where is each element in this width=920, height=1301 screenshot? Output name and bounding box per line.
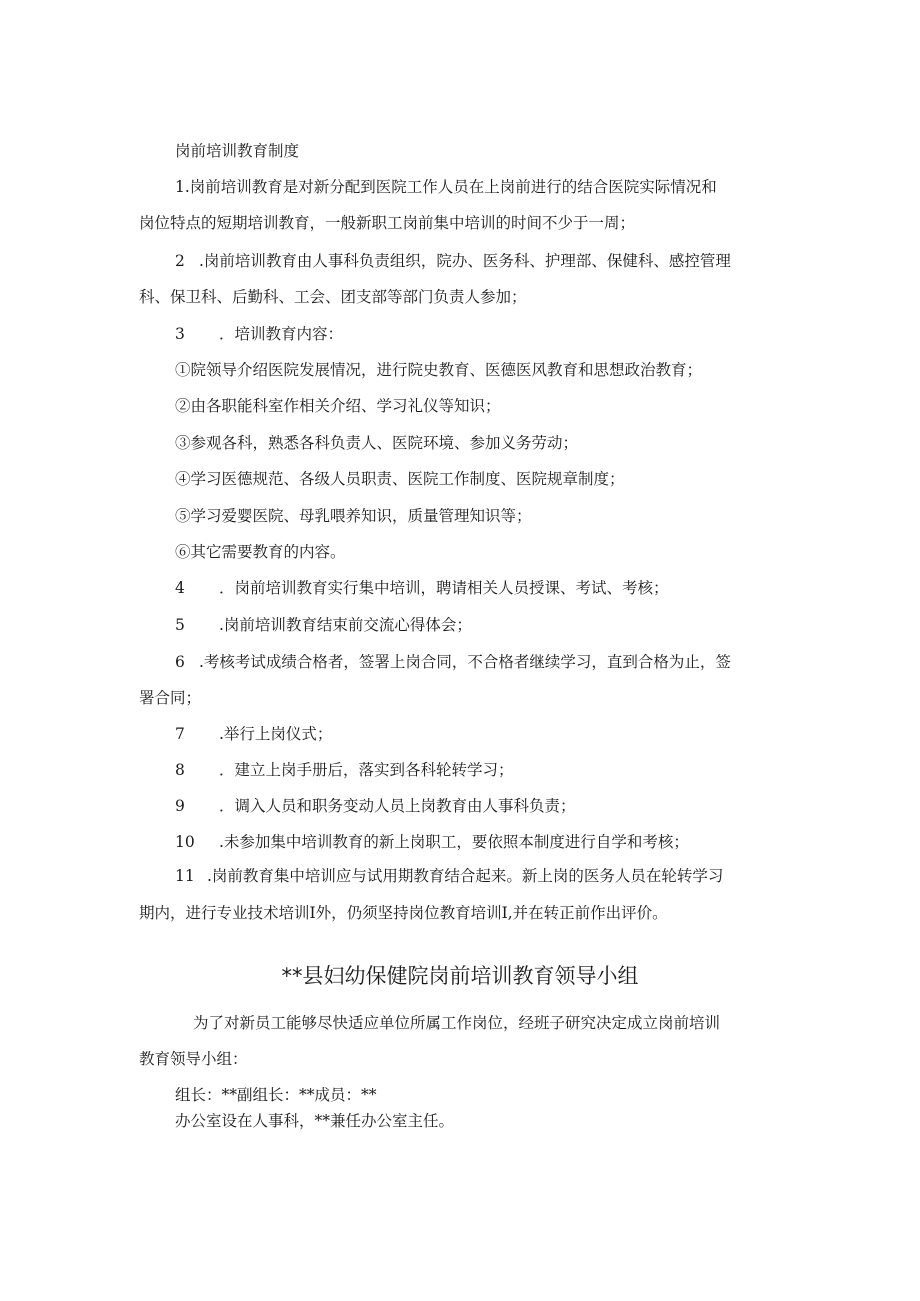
item-number: 5 — [175, 616, 185, 634]
sub-item-1: ①院领导介绍医院发展情况，进行院史教育、医德医风教育和思想政治教育； — [175, 361, 703, 379]
list-item-1-line-2: 岗位特点的短期培训教育，一般新职工岗前集中培训的时间不少于一周； — [139, 214, 636, 232]
list-item-1-line-1: 1.岗前培训教育是对新分配到医院工作人员在上岗前进行的结合医院实际情况和 — [175, 178, 717, 196]
list-item-11-line-1: 11 .岗前教育集中培训应与试用期教育结合起来。新上岗的医务人员在轮转学习 — [175, 867, 724, 885]
sub-item-2: ②由各职能科室作相关介绍、学习礼仪等知识； — [175, 397, 501, 415]
group-intro-line-1: 为了对新员工能够尽快适应单位所属工作岗位，经班子研究决定成立岗前培训 — [193, 1014, 721, 1032]
office-note: 办公室设在人事科，**兼任办公室主任。 — [175, 1112, 455, 1130]
item-number: 4 — [175, 579, 185, 597]
item-number: 1. — [175, 178, 190, 196]
item-number: 11 — [175, 867, 195, 885]
doc-title: 岗前培训教育制度 — [175, 142, 300, 160]
list-item-2-line-2: 科、保卫科、后勤科、工会、团支部等部门负责人参加； — [139, 288, 527, 306]
sub-item-5: ⑤学习爱婴医院、母乳喂养知识，质量管理知识等； — [175, 507, 532, 525]
item-number: 6 — [175, 653, 185, 671]
list-item-11-line-2: 期内，进行专业技术培训I外，仍须坚持岗位教育培训I,并在转正前作出评价。 — [139, 904, 668, 922]
sub-item-3: ③参观各科，熟悉各科负责人、医院环境、参加义务劳动； — [175, 434, 579, 452]
item-number: 9 — [175, 797, 185, 815]
group-intro-line-2: 教育领导小组： — [139, 1050, 248, 1068]
list-item-5: 5 .岗前培训教育结束前交流心得体会； — [175, 616, 472, 634]
item-number: 10 — [175, 833, 195, 851]
list-item-4: 4 ．岗前培训教育实行集中培训，聘请相关人员授课、考试、考核； — [175, 579, 669, 597]
list-item-8: 8 ．建立上岗手册后，落实到各科轮转学习； — [175, 761, 514, 779]
sub-item-6: ⑥其它需要教育的内容。 — [175, 543, 346, 561]
item-number: 2 — [175, 252, 185, 270]
item-number: 3 — [175, 325, 185, 343]
list-item-3: 3 ．培训教育内容： — [175, 325, 344, 343]
list-item-6-line-2: 署合同； — [139, 689, 202, 707]
list-item-2-line-1: 2 .岗前培训教育由人事科负责组织，院办、医务科、护理部、保健科、感控管理 — [175, 252, 731, 270]
item-number: 7 — [175, 725, 185, 743]
sub-item-4: ④学习医德规范、各级人员职责、医院工作制度、医院规章制度； — [175, 470, 625, 488]
item-number: 8 — [175, 761, 185, 779]
list-item-9: 9 ．调入人员和职务变动人员上岗教育由人事科负责； — [175, 797, 576, 815]
group-title: **县妇幼保健院岗前培训教育领导小组 — [281, 964, 639, 988]
list-item-6-line-1: 6 .考核考试成绩合格者，签署上岗合同，不合格者继续学习，直到合格为止，签 — [175, 653, 731, 671]
list-item-10: 10 .未参加集中培训教育的新上岗职工，要依照本制度进行自学和考核； — [175, 833, 689, 851]
list-item-7: 7 .举行上岗仪式； — [175, 725, 333, 743]
group-members: 组长：**副组长：**成员：** — [175, 1086, 377, 1104]
